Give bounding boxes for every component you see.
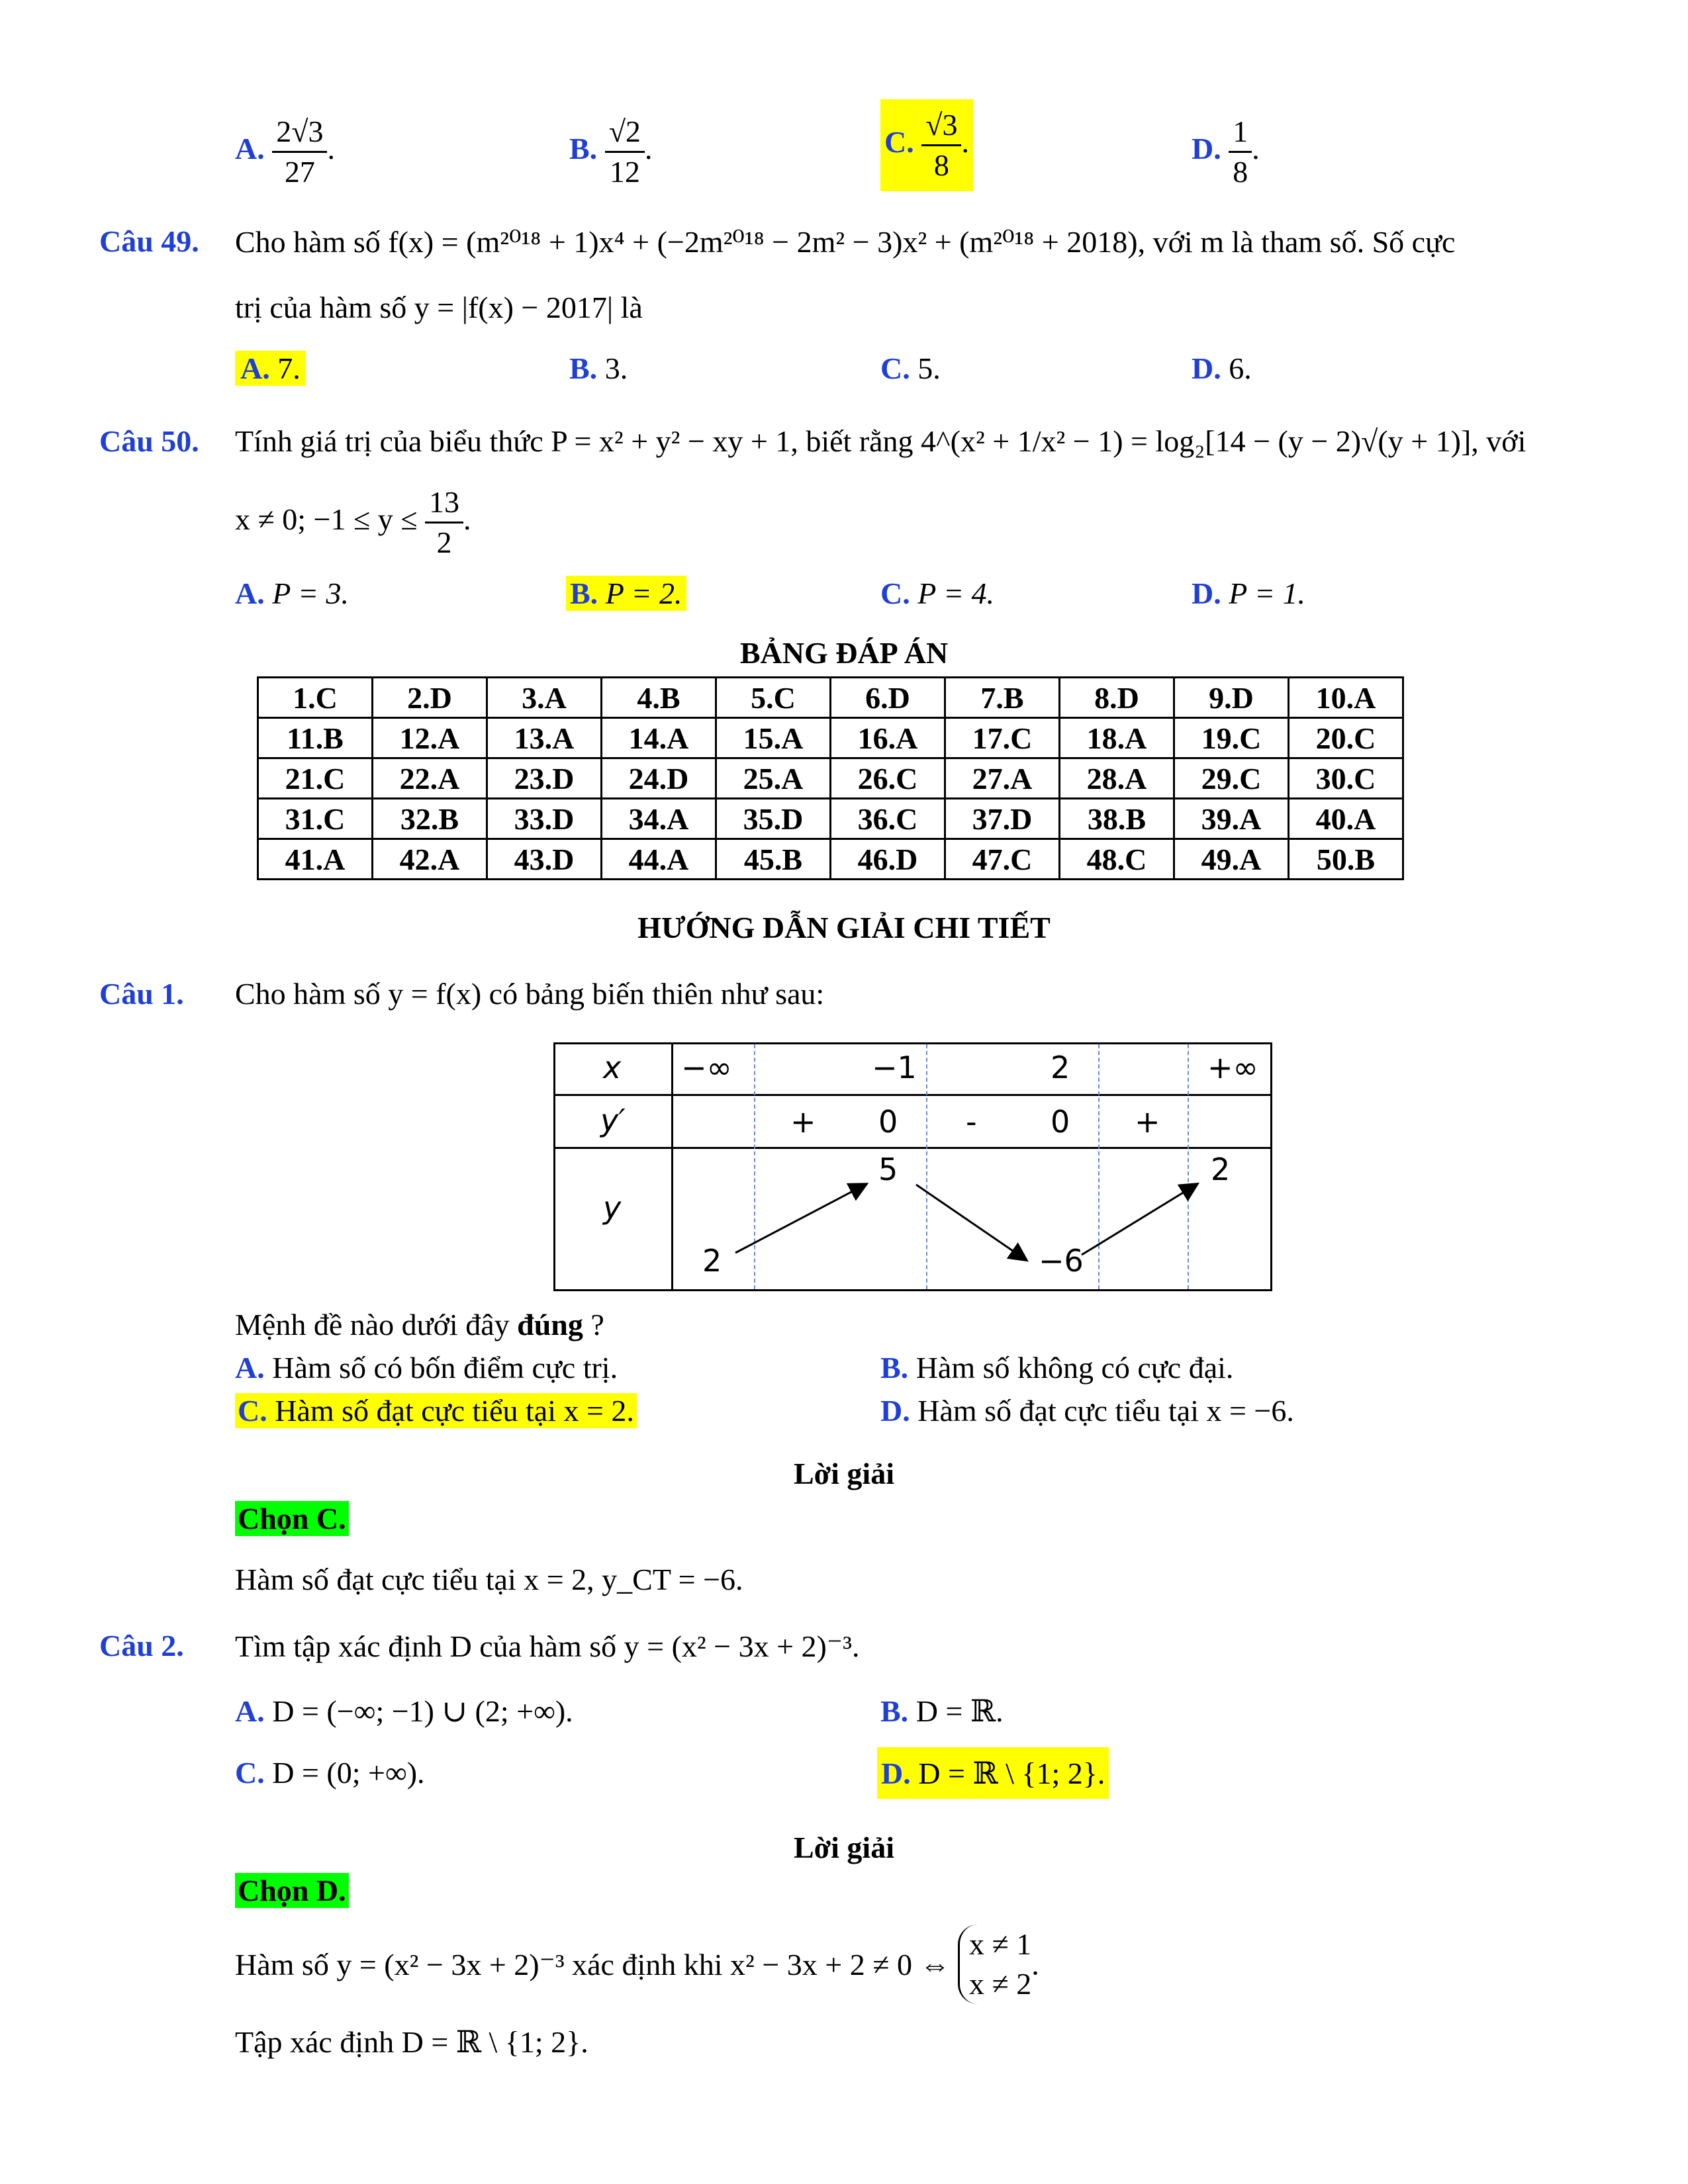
q2-option-b[interactable]	[880, 1693, 1004, 1729]
q49-text-line2: trị của hàm số y = |f(x) − 2017| là	[235, 291, 643, 324]
option-label: D.	[1192, 132, 1221, 166]
option-label: A.	[235, 1351, 265, 1385]
q48-option-a[interactable]: A. $\frac{2√3}{27}$ .	[235, 113, 335, 191]
answer-key-cell: 28.A	[1060, 758, 1174, 799]
answer-key-cell: 31.C	[258, 799, 373, 839]
q1-option-d[interactable]	[880, 1393, 1294, 1428]
option-text: Hàm số có bốn điểm cực trị.	[272, 1351, 618, 1385]
option-text: D = ℝ \ {1; 2}.	[918, 1756, 1105, 1790]
option-value: P = 2.	[605, 576, 682, 610]
q1-text: Cho hàm số y = f(x) có bảng biến thiên như sau:	[235, 977, 825, 1011]
answer-key-cell: 36.C	[831, 799, 945, 839]
y-value-start: 2	[702, 1243, 722, 1279]
q50-text-line1: Tính giá trị của biểu thức P = x² + y² − xy + 1, biết rằng 4^(x² + 1/x² − 1) = log₂[14 − (y − 2)√(y + 1)], với	[235, 424, 1526, 458]
option-label: A.	[235, 576, 265, 610]
answer-key-cell: 3.A	[487, 678, 602, 718]
option-value: 7.	[277, 351, 301, 385]
q49-label: Câu 49.	[99, 224, 199, 258]
answer-key-cell: 40.A	[1289, 799, 1403, 839]
answer-key-cell: 19.C	[1174, 718, 1289, 758]
option-text: D = (−∞; −1) ∪ (2; +∞).	[272, 1694, 573, 1728]
y-prime-sign: -	[966, 1104, 977, 1140]
answer-key-cell: 22.A	[373, 758, 487, 799]
option-label: A.	[240, 351, 270, 385]
fraction-denominator: 8	[1233, 155, 1248, 189]
q49-option-b[interactable]	[569, 351, 628, 386]
row-label-y-prime: y′	[600, 1103, 626, 1138]
x-value: +∞	[1207, 1050, 1258, 1085]
option-text: Hàm số không có cực đại.	[915, 1351, 1234, 1385]
option-value: P = 1.	[1229, 576, 1306, 610]
answer-key-cell: 10.A	[1289, 678, 1403, 718]
q48-option-d[interactable]: D. $\frac{1}{8}$ .	[1192, 113, 1260, 191]
answer-key-cell: 38.B	[1060, 799, 1174, 839]
option-text: D = (0; +∞).	[272, 1756, 425, 1790]
answer-key-cell: 47.C	[945, 839, 1060, 880]
answer-key-cell: 23.D	[487, 758, 602, 799]
fraction-denominator: 12	[609, 155, 640, 189]
answer-key-row	[258, 839, 1403, 880]
fraction-numerator: 1	[1229, 113, 1252, 153]
answer-key-cell: 44.A	[602, 839, 716, 880]
answer-key-cell: 26.C	[831, 758, 945, 799]
option-value: 6.	[1229, 351, 1252, 385]
fraction-denominator: 8	[933, 148, 949, 182]
q1-explanation: Hàm số đạt cực tiểu tại x = 2, y_CT = −6.	[235, 1563, 743, 1596]
answer-key-cell: 4.B	[602, 678, 716, 718]
answer-key-cell: 21.C	[258, 758, 373, 799]
q1-option-b[interactable]	[880, 1350, 1233, 1385]
arrow-increasing	[1082, 1185, 1196, 1255]
equation-system	[958, 1925, 1031, 2004]
variation-table	[553, 1042, 1272, 1291]
q50-option-b[interactable]	[566, 576, 686, 611]
fraction-numerator: √2	[605, 113, 645, 153]
option-label: C.	[235, 1756, 265, 1790]
prompt-text: Mệnh đề nào dưới đây	[235, 1308, 518, 1342]
answer-key-cell: 14.A	[602, 718, 716, 758]
option-value: 3.	[604, 351, 628, 385]
q50-option-a[interactable]	[235, 576, 349, 611]
option-text: Hàm số đạt cực tiểu tại x = 2.	[275, 1394, 634, 1428]
option-label: D.	[880, 1394, 910, 1428]
q1-solution-title: Lời giải	[794, 1457, 894, 1490]
answer-key-cell: 25.A	[716, 758, 831, 799]
answer-key-table	[257, 676, 1404, 880]
answer-key-row	[258, 799, 1403, 839]
x-value: −∞	[681, 1050, 732, 1085]
answer-key-cell: 37.D	[945, 799, 1060, 839]
y-prime-sign: +	[790, 1104, 816, 1140]
y-value-end: 2	[1211, 1152, 1231, 1187]
constraint-text: x ≠ 0; −1 ≤ y ≤	[235, 502, 418, 537]
q2-option-d[interactable]	[877, 1747, 1109, 1799]
answer-key-cell: 34.A	[602, 799, 716, 839]
q49-text-line1: Cho hàm số f(x) = (m²⁰¹⁸ + 1)x⁴ + (−2m²⁰¹⁸ − 2m² − 3)x² + (m²⁰¹⁸ + 2018), với m là tham số. Số cực	[235, 225, 1456, 259]
option-label: A.	[235, 1694, 265, 1728]
option-label: C.	[880, 576, 910, 610]
answer-key-cell: 1.C	[258, 678, 373, 718]
option-label: B.	[880, 1694, 909, 1728]
answer-key-cell: 29.C	[1174, 758, 1289, 799]
q2-option-a[interactable]	[235, 1693, 573, 1729]
option-value: 5.	[917, 351, 941, 385]
option-value: P = 4.	[917, 576, 995, 610]
answer-key-cell: 33.D	[487, 799, 602, 839]
fraction-numerator: √3	[921, 106, 961, 146]
prompt-emphasis: đúng	[517, 1308, 583, 1342]
q2-text: Tìm tập xác định D của hàm số y = (x² − 3x + 2)⁻³.	[235, 1629, 860, 1663]
answer-key-cell: 32.B	[373, 799, 487, 839]
fraction-numerator: 2√3	[272, 113, 327, 153]
q50-option-c[interactable]	[880, 576, 994, 611]
solutions-title: HƯỚNG DẪN GIẢI CHI TIẾT	[637, 911, 1051, 944]
option-value: P = 3.	[272, 576, 350, 610]
option-text: D = ℝ.	[915, 1694, 1004, 1728]
answer-key-cell: 12.A	[373, 718, 487, 758]
answer-key-cell: 6.D	[831, 678, 945, 718]
q2-option-c[interactable]	[235, 1755, 425, 1790]
answer-key-cell: 9.D	[1174, 678, 1289, 718]
explanation-text: Hàm số y = (x² − 3x + 2)⁻³ xác định khi x² − 3x + 2 ≠ 0 ⇔	[235, 1948, 951, 1981]
answer-key-cell: 18.A	[1060, 718, 1174, 758]
option-label: D.	[881, 1756, 911, 1790]
option-label: B.	[569, 132, 598, 166]
answer-key-cell: 17.C	[945, 718, 1060, 758]
answer-key-cell: 24.D	[602, 758, 716, 799]
q1-choice-badge: Chọn C.	[235, 1501, 349, 1536]
q49-option-a[interactable]	[235, 351, 306, 386]
x-value: 2	[1051, 1050, 1070, 1085]
answer-key-cell: 46.D	[831, 839, 945, 880]
y-value-min: −6	[1039, 1243, 1084, 1279]
answer-key-cell: 48.C	[1060, 839, 1174, 880]
answer-key-row	[258, 678, 1403, 718]
variation-arrows	[555, 1044, 1270, 1289]
option-label: D.	[1192, 576, 1221, 610]
row-label-y: y	[603, 1190, 622, 1226]
q2-domain-result: Tập xác định D = ℝ \ {1; 2}.	[235, 2025, 588, 2059]
answer-key-cell: 2.D	[373, 678, 487, 718]
y-prime-zero: 0	[878, 1104, 898, 1140]
y-value-max: 5	[878, 1152, 898, 1187]
option-label: D.	[1192, 351, 1221, 385]
q49-option-d[interactable]	[1192, 351, 1252, 386]
q2-explanation: Hàm số y = (x² − 3x + 2)⁻³ xác định khi x² − 3x + 2 ≠ 0 ⇔ x ≠ 1 x ≠ 2 .	[235, 1925, 1039, 2004]
answer-key-cell: 45.B	[716, 839, 831, 880]
q1-option-c[interactable]	[235, 1393, 637, 1428]
option-text: Hàm số đạt cực tiểu tại x = −6.	[917, 1394, 1294, 1428]
q2-solution-title: Lời giải	[794, 1831, 894, 1864]
q50-option-d[interactable]	[1192, 576, 1305, 611]
q1-option-a[interactable]	[235, 1350, 618, 1385]
answer-key-cell: 5.C	[716, 678, 831, 718]
option-label: C.	[238, 1394, 267, 1428]
arrow-increasing	[735, 1185, 865, 1253]
x-value: −1	[872, 1050, 917, 1085]
system-line: x ≠ 2	[968, 1967, 1032, 2001]
answer-key-cell: 27.A	[945, 758, 1060, 799]
option-label: C.	[880, 351, 910, 385]
row-label-x: x	[603, 1050, 622, 1085]
q49-option-c[interactable]	[880, 351, 941, 386]
option-label: B.	[570, 576, 598, 610]
answer-key-row	[258, 758, 1403, 799]
system-line: x ≠ 1	[968, 1927, 1032, 1961]
answer-key-title: BẢNG ĐÁP ÁN	[739, 636, 949, 670]
q48-option-c[interactable]: C. $\frac{√3}{8}$ .	[880, 99, 973, 191]
fraction-denominator: 27	[284, 155, 315, 189]
answer-key-cell: 39.A	[1174, 799, 1289, 839]
answer-key-cell: 42.A	[373, 839, 487, 880]
answer-key-cell: 50.B	[1289, 839, 1403, 880]
answer-key-cell: 49.A	[1174, 839, 1289, 880]
arrow-decreasing	[916, 1185, 1025, 1259]
answer-key-cell: 43.D	[487, 839, 602, 880]
q1-label: Câu 1.	[99, 977, 184, 1011]
y-prime-zero: 0	[1051, 1104, 1070, 1140]
q50-text-line2: x ≠ 0; −1 ≤ y ≤ $\frac{13}{2}$ .	[235, 483, 471, 562]
option-label: B.	[569, 351, 598, 385]
fraction-denominator: 2	[436, 525, 452, 559]
answer-key-cell: 7.B	[945, 678, 1060, 718]
answer-key-cell: 8.D	[1060, 678, 1174, 718]
answer-key-cell: 35.D	[716, 799, 831, 839]
option-label: B.	[880, 1351, 909, 1385]
answer-key-cell: 20.C	[1289, 718, 1403, 758]
option-label: C.	[884, 125, 914, 159]
q48-option-b[interactable]: B. $\frac{√2}{12}$ .	[569, 113, 652, 191]
q2-label: Câu 2.	[99, 1629, 184, 1662]
answer-key-row	[258, 718, 1403, 758]
answer-key-cell: 15.A	[716, 718, 831, 758]
answer-key-cell: 11.B	[258, 718, 373, 758]
q2-choice-badge: Chọn D.	[235, 1873, 349, 1908]
prompt-suffix: ?	[583, 1308, 604, 1342]
option-label: A.	[235, 132, 265, 166]
answer-key-cell: 41.A	[258, 839, 373, 880]
q50-label: Câu 50.	[99, 424, 199, 458]
answer-key-cell: 13.A	[487, 718, 602, 758]
q1-prompt	[235, 1307, 604, 1342]
answer-key-cell: 16.A	[831, 718, 945, 758]
answer-key-cell: 30.C	[1289, 758, 1403, 799]
fraction-numerator: 13	[425, 483, 463, 523]
y-prime-sign: +	[1135, 1104, 1160, 1140]
